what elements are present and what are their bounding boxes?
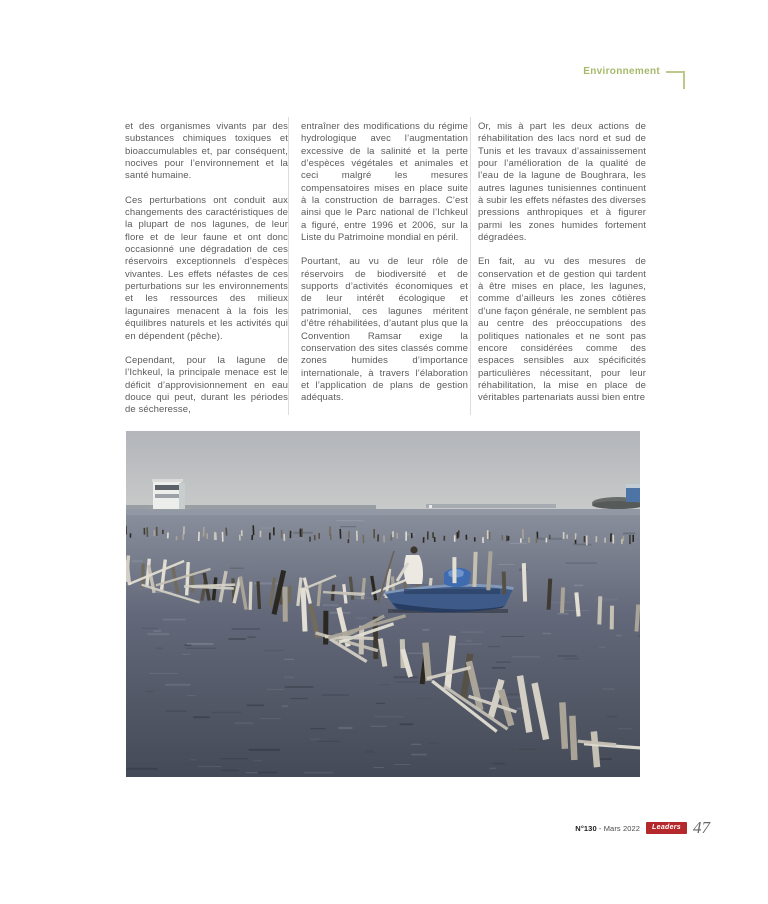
fisherman-crouching [444, 568, 471, 587]
issue-label [575, 824, 640, 833]
column-divider [288, 117, 289, 415]
paragraph: Ces perturbations ont conduit aux changements des caractéristiques de la plupart de nos lagunes, de leur flore et de leur faune et ont donc occasionné une dégradation de ces réservoirs exceptionnels d’espèces vivantes. Les effets néfastes de ces perturbations sur les environnements et les ressources des milieux lagunaires menacent à la fois les équilibres naturels et les activités qui en dépendent (pêche). [125, 194, 288, 342]
paragraph: En fait, au vu des mesures de conservation et de gestion qui tardent à être mises en place, les lagunes, comme d’ailleurs les zones côtières d’une façon générale, ne semblent pas au centre des préoccupations des politiques nationales et ne sont pas encore considérées comme des espaces sensibles aux spécificités particulières nécessitant, pour leur réhabilitation, la mise en place de véritables partenariats aussi bien entre [478, 256, 646, 404]
paragraph: Or, mis à part les deux actions de réhabilitation des lacs nord et sud de Tunis et les travaux d’assainissement pour l’amélioration de la qualité de l’eau de la lagune de Boughrara, les autres lagunes tunisiennes continuent à subir les effets néfastes des diverses pressions anthropiques et à figurer parmi les zones humides fortement dégradées. [478, 121, 646, 244]
corner-bracket-icon [666, 71, 685, 89]
article-column-1 [125, 121, 288, 429]
paragraph: et des organismes vivants par des substances chimiques toxiques et bioaccumulables et, par conséquent, nocives pour l’environnement et la santé humaine. [125, 121, 288, 182]
sky [126, 431, 640, 513]
paragraph: entraîner des modifications du régime hydrologique avec l’augmentation excessive de la salinité et la perte d’espèces végétales et animales et ceci malgré les mesures compensatoires mises en place suite à la construction de barrages. C’est ainsi que le Parc national de l’Ichkeul a figuré, entre 1996 et 2006, sur la Liste du Patrimoine mondial en péril. [301, 121, 468, 244]
article-column-2 [301, 121, 468, 417]
white-building [148, 479, 190, 510]
issue-number: N°130 [575, 823, 597, 833]
lagoon-photo [126, 431, 640, 777]
paragraph: Cependant, pour la lagune de l’Ichkeul, la principale menace est le déficit d’approvisionnement en eau douce qui peut, durant les périodes de sécheresse, [125, 354, 288, 416]
distant-land [426, 504, 556, 508]
page-footer [575, 818, 710, 838]
distant-boat [429, 505, 432, 508]
issue-date: Mars 2022 [603, 823, 641, 833]
leaders-logo: Leaders [646, 822, 687, 834]
blue-hut [626, 484, 640, 502]
column-divider [470, 117, 471, 415]
issue-separator: - [596, 823, 604, 833]
article-column-3 [478, 121, 646, 417]
section-label: Environnement [583, 66, 660, 77]
page-number: 47 [693, 818, 710, 837]
paragraph: Pourtant, au vu de leur rôle de réservoirs de biodiversité et de supports d’activités économiques et de leur intérêt écologique et patrimonial, ces lagunes méritent d’être réhabilitées, d’autant plus que la Convention Ramsar exige la conservation des sites classés comme zones humides d’importance internationale, à travers l’élaboration et l’application de plans de gestion adéquats. [301, 256, 468, 404]
